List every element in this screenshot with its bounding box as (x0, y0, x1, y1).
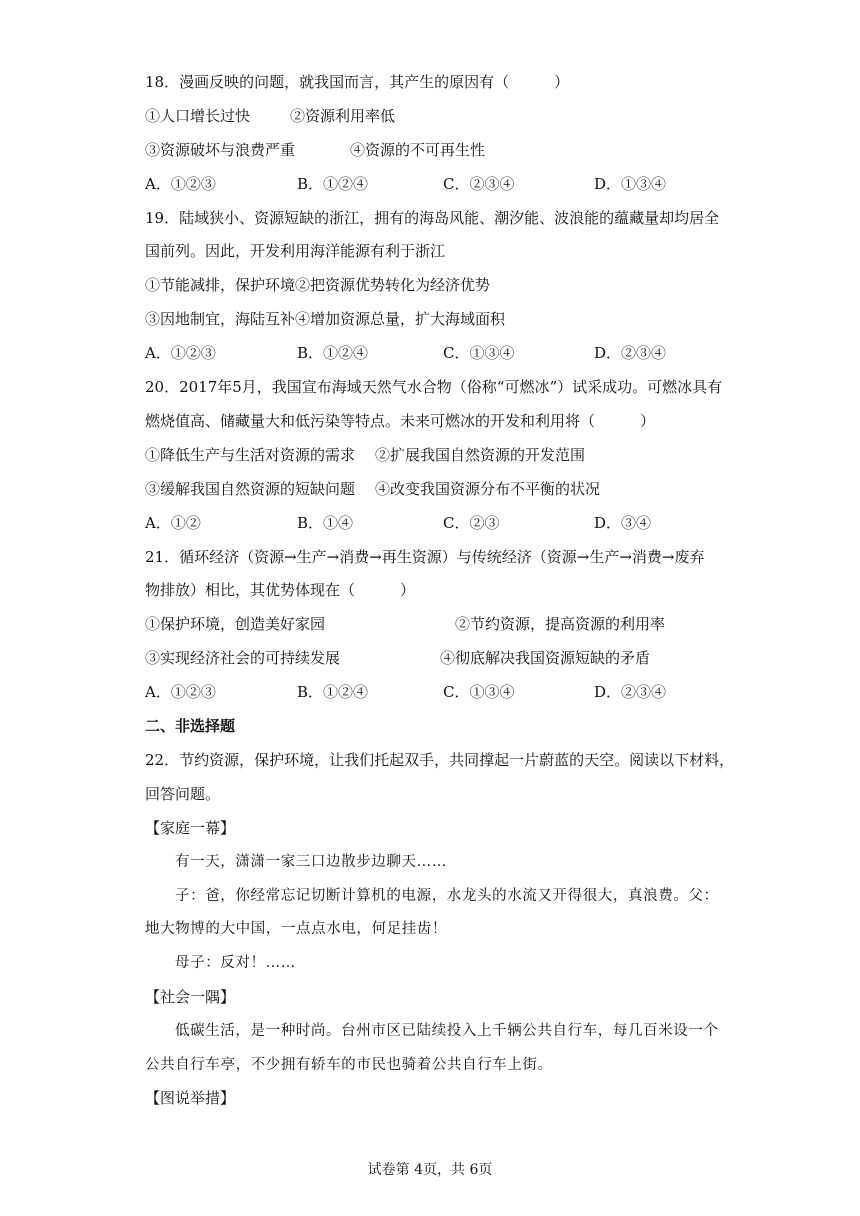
q18-statement-1: ①人口增长过快 (145, 107, 251, 125)
q18-statement-4: ④资源的不可再生性 (350, 141, 486, 159)
q22-society-paragraph-line-2: 公共自行车亭，不少拥有轿车的市民也骑着公共自行车上街。 (145, 1057, 553, 1073)
q21-statement-2: ②节约资源，提高资源的利用率 (455, 615, 666, 633)
section-heading-non-choice: 二、非选择题 (145, 717, 236, 735)
q19-statements-1-2: ①节能减排，保护环境②把资源优势转化为经济优势 (145, 276, 491, 294)
q21-statement-3: ③实现经济社会的可持续发展 (145, 649, 341, 667)
q18-stem: 18．漫画反映的问题，就我国而言，其产生的原因有（ ） (145, 73, 570, 91)
q22-family-paragraph-2-line-2: 地大物博的大中国，一点点水电，何足挂齿！ (145, 921, 447, 937)
q19-stem-line-2: 国前列。因此，开发利用海洋能源有利于浙江 (145, 242, 446, 260)
q21-option-c: C．①③④ (443, 683, 515, 701)
q20-statement-3: ③缓解我国自然资源的短缺问题 (145, 480, 356, 498)
q22-family-paragraph-3: 母子：反对！…… (175, 955, 296, 971)
q19-option-d: D．②③④ (594, 344, 667, 362)
q18-statement-3: ③资源破坏与浪费严重 (145, 141, 296, 159)
q20-option-c: C．②③ (443, 514, 500, 532)
q21-option-b: B．①②④ (297, 683, 369, 701)
q20-stem-line-2: 燃烧值高、储藏量大和低污染等特点。未来可燃冰的开发和利用将（ ） (145, 412, 656, 430)
q20-option-a: A．①② (145, 514, 201, 532)
q22-family-paragraph-2-line-1: 子：爸，你经常忘记切断计算机的电源，水龙头的水流又开得很大，真浪费。父： (175, 888, 719, 904)
q20-stem-line-1: 20．2017年5月，我国宣布海域天然气水合物（俗称“可燃冰”）试采成功。可燃冰具有 (145, 378, 723, 396)
q18-option-b: B．①②④ (297, 175, 369, 193)
q19-option-b: B．①②④ (297, 344, 369, 362)
q20-option-b: B．①④ (297, 514, 354, 532)
q21-option-a: A．①②③ (145, 683, 216, 701)
q19-statements-3-4: ③因地制宜，海陆互补④增加资源总量，扩大海域面积 (145, 310, 506, 328)
q21-stem-line-2: 物排放）相比，其优势体现在（ ） (145, 581, 416, 599)
q19-option-a: A．①②③ (145, 344, 216, 362)
q18-option-d: D．①③④ (594, 175, 667, 193)
q22-heading-family-scene: 【家庭一幕】 (145, 819, 236, 837)
q20-statement-2: ②扩展我国自然资源的开发范围 (375, 446, 586, 464)
q18-option-a: A．①②③ (145, 175, 216, 193)
q22-stem-line-2: 回答问题。 (145, 785, 221, 803)
q22-heading-society-corner: 【社会一隅】 (145, 988, 236, 1006)
q20-statement-4: ④改变我国资源分布不平衡的状况 (375, 480, 601, 498)
q21-statement-1: ①保护环境，创造美好家园 (145, 615, 326, 633)
q21-option-d: D．②③④ (594, 683, 667, 701)
q22-family-paragraph-1: 有一天，潇潇一家三口边散步边聊天…… (175, 854, 447, 870)
q20-option-d: D．③④ (594, 514, 652, 532)
q21-stem-line-1: 21．循环经济（资源→生产→消费→再生资源）与传统经济（资源→生产→消费→废弃 (145, 548, 705, 566)
q22-stem-line-1: 22．节约资源，保护环境，让我们托起双手，共同撑起一片蔚蓝的天空。阅读以下材料， (145, 751, 735, 769)
q22-heading-picture-measures: 【图说举措】 (145, 1089, 236, 1107)
q21-statement-4: ④彻底解决我国资源短缺的矛盾 (440, 649, 651, 667)
page-footer: 试卷第 4页，共 6页 (367, 1162, 493, 1178)
q18-statement-2: ②资源利用率低 (290, 107, 396, 125)
q18-option-c: C．②③④ (443, 175, 515, 193)
q19-stem-line-1: 19．陆域狭小、资源短缺的浙江，拥有的海岛风能、潮汐能、波浪能的蕴藏量却均居全 (145, 209, 720, 227)
q22-society-paragraph-line-1: 低碳生活，是一种时尚。台州市区已陆续投入上千辆公共自行车，每几百米设一个 (175, 1023, 719, 1039)
q19-option-c: C．①③④ (443, 344, 515, 362)
q20-statement-1: ①降低生产与生活对资源的需求 (145, 446, 356, 464)
